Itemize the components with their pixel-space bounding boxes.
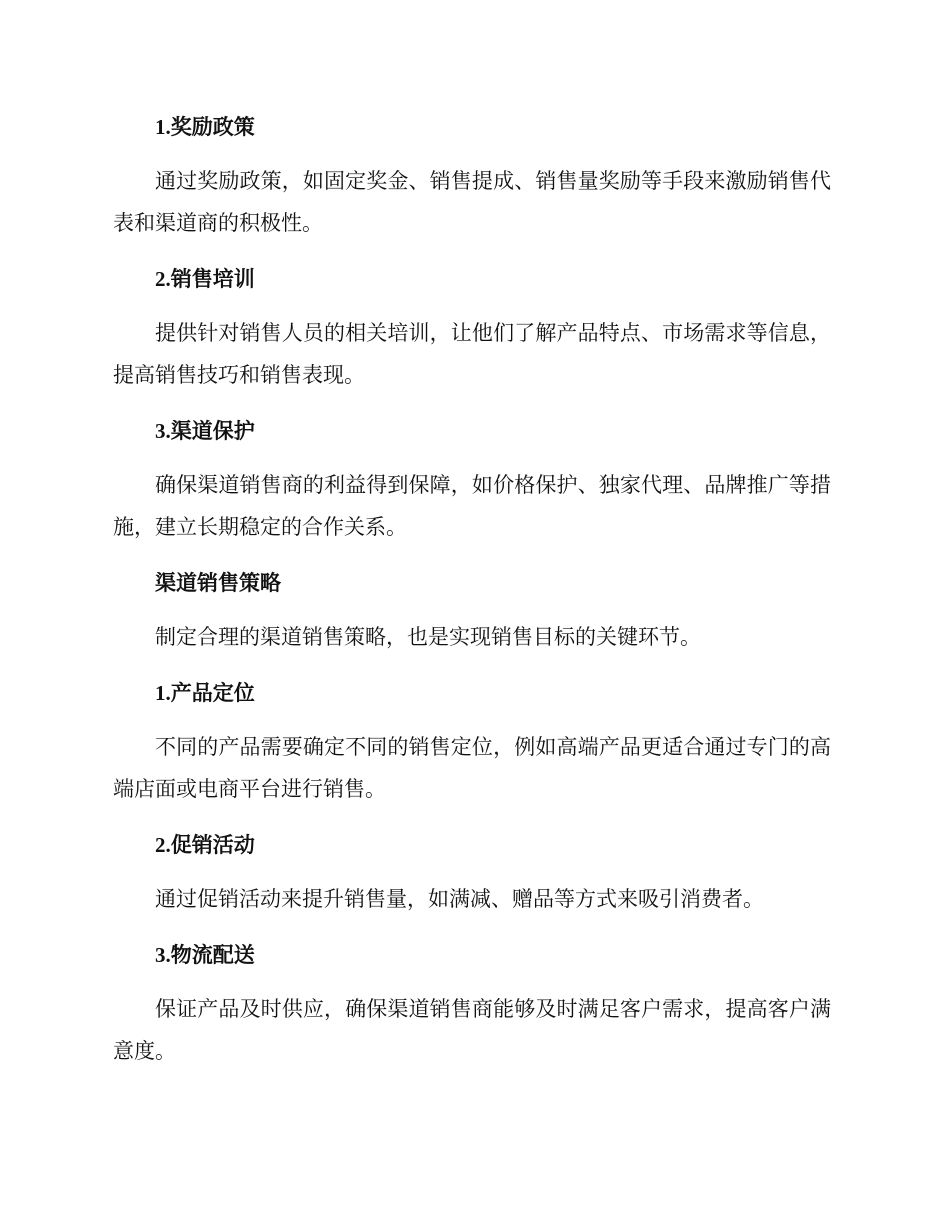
- section-product-positioning: [113, 674, 831, 810]
- section-paragraph: 不同的产品需要确定不同的销售定位，例如高端产品更适合通过专门的高端店面或电商平台进行销售。: [113, 735, 831, 801]
- section-heading: 渠道销售策略: [155, 571, 281, 595]
- section-heading: 1.奖励政策: [155, 115, 255, 139]
- section-paragraph: 通过促销活动来提升销售量，如满减、赠品等方式来吸引消费者。: [155, 887, 764, 911]
- section-promotion-activities: [113, 826, 831, 920]
- section-heading: 1.产品定位: [155, 681, 255, 705]
- section-heading: 2.销售培训: [155, 267, 255, 291]
- section-heading: 3.物流配送: [155, 943, 255, 967]
- section-sales-training: [113, 260, 831, 396]
- section-reward-policy: [113, 108, 831, 244]
- section-paragraph: 确保渠道销售商的利益得到保障，如价格保护、独家代理、品牌推广等措施，建立长期稳定的合作关系。: [113, 473, 831, 539]
- section-channel-sales-strategy: [113, 564, 831, 658]
- section-logistics-delivery: [113, 936, 831, 1072]
- section-paragraph: 保证产品及时供应，确保渠道销售商能够及时满足客户需求，提高客户满意度。: [113, 997, 831, 1063]
- section-paragraph: 通过奖励政策，如固定奖金、销售提成、销售量奖励等手段来激励销售代表和渠道商的积极性。: [113, 169, 831, 235]
- document-body: [113, 108, 831, 1088]
- section-heading: 3.渠道保护: [155, 419, 255, 443]
- section-paragraph: 提供针对销售人员的相关培训，让他们了解产品特点、市场需求等信息，提高销售技巧和销售表现。: [113, 321, 831, 387]
- section-paragraph: 制定合理的渠道销售策略，也是实现销售目标的关键环节。: [155, 625, 701, 649]
- section-heading: 2.促销活动: [155, 833, 255, 857]
- section-channel-protection: [113, 412, 831, 548]
